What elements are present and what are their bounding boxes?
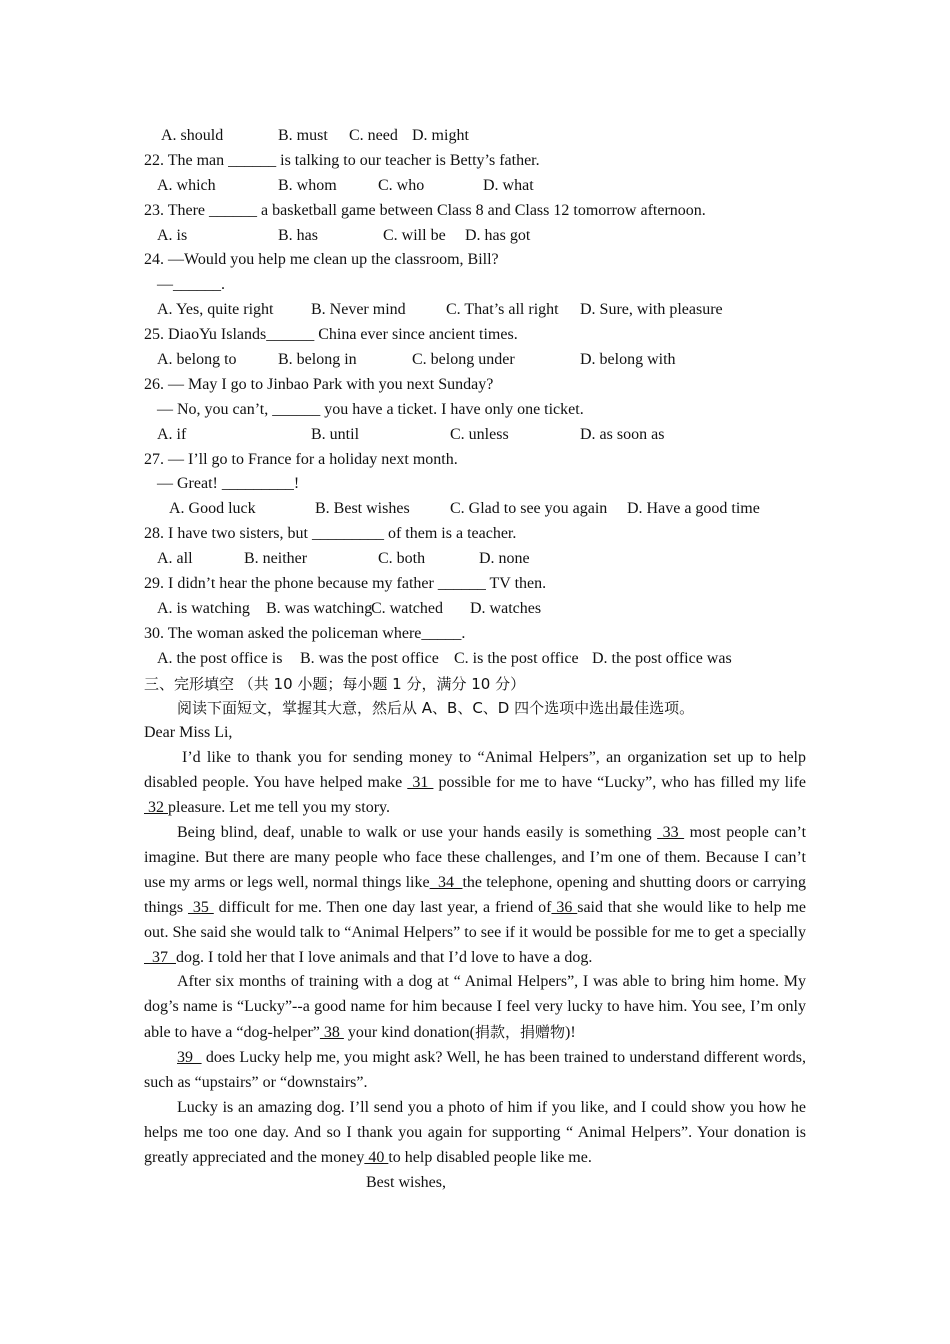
- blank-39: 39: [177, 1049, 202, 1067]
- letter-paragraph-3: [144, 970, 806, 1046]
- text: dog. I told her that I love animals and that I’d love to have a dog.: [176, 948, 593, 966]
- q30-options: [144, 647, 806, 672]
- option: C. watched: [371, 599, 443, 617]
- q29-stem: 29. I didn’t hear the phone because my father ______ TV then.: [144, 575, 547, 593]
- option: B. was the post office: [300, 649, 439, 667]
- option: D. watches: [470, 599, 542, 617]
- text: your kind donation(: [343, 1024, 475, 1042]
- text: the telephone, opening and shutting doors or carrying things: [144, 873, 807, 916]
- text: to help disabled people like me.: [388, 1148, 592, 1166]
- option: A. which: [157, 176, 216, 194]
- exam-page: [144, 124, 806, 1196]
- option: A. is watching: [157, 599, 250, 617]
- option: D. what: [483, 176, 534, 194]
- option: C. belong under: [412, 351, 515, 369]
- text: pleasure. Let me tell you my story.: [168, 799, 391, 817]
- q26-options: [144, 423, 806, 448]
- q24-options: [144, 298, 806, 323]
- text: After six months of training with a dog at “ Animal Helpers”, I was able to bring him home. My dog’s name is “Lucky”--a good name for him because I feel very lucky to have him. You see, I’m only able to have a “dog-helper”: [144, 973, 806, 1042]
- blank-35: 35: [188, 898, 214, 916]
- option: C. Glad to see you again: [450, 500, 608, 518]
- q23-stem: 23. There ______ a basketball game between Class 8 and Class 12 tomorrow afternoon.: [144, 201, 706, 219]
- q21-options: [144, 124, 806, 149]
- option: C. That’s all right: [446, 301, 559, 319]
- q26-reply: — No, you can’t, ______ you have a ticket. I have only one ticket.: [157, 400, 584, 418]
- text: )!: [565, 1024, 576, 1042]
- option: D. as soon as: [580, 425, 665, 443]
- option: A. is: [157, 226, 188, 244]
- option: C. unless: [450, 425, 509, 443]
- q28-stem: 28. I have two sisters, but _________ of them is a teacher.: [144, 525, 517, 543]
- letter-paragraph-4: [144, 1046, 806, 1096]
- option: C. who: [378, 176, 425, 194]
- blank-32: 32: [144, 799, 168, 817]
- blank-31: 31: [407, 774, 434, 792]
- text: most people can’t imagine. But there are many people who face these challenges, and I’m one of them. Because I can’t use my arms or legs well, normal things like: [144, 823, 807, 891]
- q24-reply: —______.: [157, 276, 225, 294]
- option: B. until: [311, 425, 360, 443]
- q27-options: [144, 497, 806, 522]
- q29-options: [144, 597, 806, 622]
- letter-paragraph-2: [144, 821, 806, 970]
- option: C. is the post office: [454, 649, 579, 667]
- q30-stem: 30. The woman asked the policeman where_____.: [144, 624, 466, 642]
- text: I’d like to thank you for sending money to “Animal Helpers”, an organization set up to help disabled people. You have helped make: [144, 749, 806, 792]
- q26-stem: 26. — May I go to Jinbao Park with you next Sunday?: [144, 375, 494, 393]
- q22-options: [144, 174, 806, 199]
- text: Being blind, deaf, unable to walk or use your hands easily is something: [177, 823, 658, 841]
- option: B. neither: [244, 550, 308, 568]
- option: B. whom: [278, 176, 337, 194]
- option: B. was watching: [266, 599, 373, 617]
- q23-options: [144, 224, 806, 249]
- q25-stem: 25. DiaoYu Islands______ China ever since ancient times.: [144, 326, 518, 344]
- option: C. need: [349, 127, 398, 144]
- option: C. both: [378, 550, 426, 568]
- option: A. if: [157, 425, 187, 443]
- option: A. belong to: [157, 351, 237, 369]
- letter-closing: Best wishes,: [366, 1173, 446, 1191]
- text: possible for me to have “Lucky”, who has filled my life: [433, 774, 807, 792]
- blank-36: 36: [551, 898, 578, 916]
- option: D. none: [479, 550, 530, 568]
- option: A. Good luck: [169, 500, 256, 518]
- text: does Lucky help me, you might ask? Well, he has been trained to understand different words, such as “upstairs” or “downstairs”.: [144, 1049, 807, 1092]
- text: 捐款，捐赠物: [475, 1023, 566, 1042]
- option: D. Have a good time: [627, 500, 760, 518]
- text: difficult for me. Then one day last year, a friend of: [213, 898, 552, 916]
- option: B. belong in: [278, 351, 357, 369]
- q24-stem: 24. —Would you help me clean up the classroom, Bill?: [144, 251, 499, 269]
- option: B. has: [278, 226, 318, 244]
- blank-33: 33: [657, 823, 685, 841]
- option: A. the post office is: [157, 649, 283, 667]
- option: C. will be: [383, 226, 446, 244]
- option: B. must: [278, 127, 328, 144]
- option: B. Best wishes: [315, 500, 410, 518]
- q28-options: [144, 547, 806, 572]
- option: D. belong with: [580, 351, 676, 369]
- text: said that she would like to help me out. She said she would talk to “Animal Helpers” to see if it would be possible for me to get a specially: [144, 898, 807, 941]
- option: B. Never mind: [311, 301, 406, 319]
- q25-options: [144, 348, 806, 373]
- letter-paragraph-1: [144, 746, 806, 821]
- section-heading: 三、完形填空 （共 10 小题；每小题 1 分，满分 10 分）: [144, 674, 526, 693]
- letter-paragraph-5: [144, 1096, 806, 1171]
- section-instruction: 阅读下面短文，掌握其大意，然后从 A、B、C、D 四个选项中选出最佳选项。: [177, 699, 695, 718]
- option: D. Sure, with pleasure: [580, 301, 723, 319]
- blank-40: 40: [364, 1148, 389, 1166]
- q27-stem: 27. — I’ll go to France for a holiday next month.: [144, 450, 458, 468]
- option: D. the post office was: [592, 649, 732, 667]
- blank-34: 34: [429, 873, 463, 891]
- option: D. has got: [465, 226, 531, 244]
- q22-stem: 22. The man ______ is talking to our teacher is Betty’s father.: [144, 151, 540, 169]
- text: Lucky is an amazing dog. I’ll send you a photo of him if you like, and I could show you how he helps me too one day. And so I thank you again for supporting “ Animal Helpers”. Your donation is greatly appreciated and the money: [144, 1098, 806, 1166]
- option: A. should: [161, 127, 224, 144]
- blank-37: 37: [144, 948, 176, 966]
- q27-reply: — Great! _________!: [157, 475, 300, 493]
- option: A. all: [157, 550, 193, 568]
- blank-38: 38: [319, 1024, 344, 1042]
- option: A. Yes, quite right: [157, 301, 274, 319]
- option: D. might: [412, 127, 469, 144]
- letter-greeting: Dear Miss Li,: [144, 724, 233, 742]
